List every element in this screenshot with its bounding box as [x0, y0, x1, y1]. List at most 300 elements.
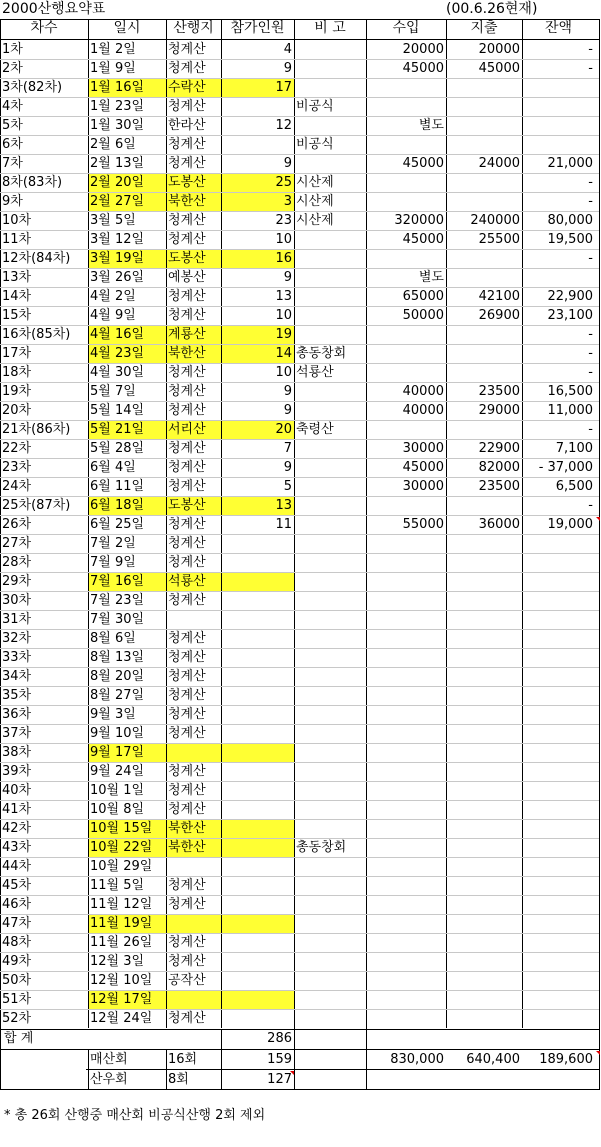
grid-hline-light — [0, 876, 599, 877]
grid-hline-light — [0, 382, 599, 383]
cell-date: 9월 3일 — [90, 707, 136, 722]
cell-place: 청계산 — [168, 688, 206, 703]
cell-place: 수락산 — [166, 78, 221, 97]
cell-income — [366, 534, 446, 553]
cell-place: 청계산 — [168, 156, 206, 171]
grid-hline-light — [0, 743, 599, 744]
cell-expense — [446, 325, 522, 344]
cell-no: 14차 — [2, 289, 32, 304]
table-row — [0, 838, 601, 857]
total-row — [0, 1029, 601, 1048]
cell-place: 청계산 — [168, 441, 206, 456]
summary-label: 산우회 — [90, 1072, 128, 1087]
summary-count: 159 — [267, 1052, 292, 1067]
cell-place — [166, 743, 221, 762]
cell-date: 2월 20일 — [88, 173, 166, 192]
cell-no: 36차 — [2, 707, 32, 722]
cell-place: 청계산 — [168, 137, 206, 152]
cell-balance: 23,100 — [547, 308, 593, 323]
cell-expense — [446, 876, 522, 895]
cell-note — [294, 268, 366, 287]
cell-income: 30000 — [402, 441, 444, 456]
table-row — [0, 515, 601, 534]
cell-note: 총동창회 — [296, 346, 347, 361]
cell-note: 비공식 — [296, 99, 334, 114]
summary-row — [0, 1050, 601, 1069]
cell-no: 11차 — [2, 232, 32, 247]
table-row — [0, 762, 601, 781]
grid-vline — [166, 1049, 167, 1090]
total-count: 286 — [267, 1031, 292, 1046]
cell-place: 청계산 — [168, 783, 206, 798]
cell-expense: 240000 — [470, 213, 520, 228]
cell-expense — [446, 610, 522, 629]
cell-income: 50000 — [402, 308, 444, 323]
cell-balance — [522, 667, 595, 686]
cell-count: 9 — [283, 270, 292, 285]
cell-no: 19차 — [2, 384, 32, 399]
cell-balance: 16,500 — [547, 384, 593, 399]
cell-note — [294, 306, 366, 325]
cell-balance — [522, 914, 595, 933]
cell-income — [366, 914, 446, 933]
cell-date: 6월 11일 — [90, 479, 145, 494]
column-header-no: 차수 — [30, 20, 58, 36]
cell-expense — [446, 990, 522, 1009]
cell-date: 6월 4일 — [90, 460, 136, 475]
cell-income — [366, 762, 446, 781]
cell-no: 24차 — [2, 479, 32, 494]
cell-date: 12월 17일 — [88, 990, 166, 1009]
cell-balance: 6,500 — [555, 479, 593, 494]
cell-place: 청계산 — [168, 650, 206, 665]
cell-count — [221, 553, 294, 572]
cell-count — [221, 895, 294, 914]
cell-income — [366, 971, 446, 990]
table-row — [0, 610, 601, 629]
table-row — [0, 458, 601, 477]
cell-date: 12월 3일 — [90, 954, 145, 969]
grid-hline-light — [0, 192, 599, 193]
cell-count: 16 — [221, 249, 294, 268]
grid-hline — [0, 19, 599, 20]
cell-count: 9 — [283, 61, 292, 76]
cell-note — [294, 629, 366, 648]
cell-note — [294, 382, 366, 401]
cell-place: 청계산 — [168, 403, 206, 418]
cell-count — [221, 629, 294, 648]
cell-expense — [446, 648, 522, 667]
grid-vline — [599, 19, 600, 1090]
cell-income — [366, 363, 446, 382]
cell-place: 북한산 — [166, 819, 221, 838]
cell-expense — [446, 781, 522, 800]
cell-date: 4월 30일 — [90, 365, 145, 380]
cell-place: 청계산 — [168, 99, 206, 114]
cell-no: 44차 — [2, 859, 32, 874]
cell-income: 320000 — [394, 213, 444, 228]
cell-place: 청계산 — [168, 631, 206, 646]
cell-place: 청계산 — [168, 365, 206, 380]
cell-expense: 42100 — [478, 289, 520, 304]
table-row — [0, 325, 601, 344]
cell-income — [366, 192, 446, 211]
cell-date: 7월 30일 — [90, 612, 145, 627]
cell-count — [221, 838, 294, 857]
cell-date: 10월 29일 — [90, 859, 153, 874]
cell-date: 8월 27일 — [90, 688, 145, 703]
cell-balance: - — [588, 251, 593, 266]
cell-balance — [522, 952, 595, 971]
cell-income — [366, 173, 446, 192]
grid-hline-light — [0, 306, 599, 307]
summary-count: 127 — [267, 1072, 292, 1087]
cell-income: 45000 — [402, 156, 444, 171]
cell-no: 49차 — [2, 954, 32, 969]
cell-income — [366, 496, 446, 515]
cell-expense — [446, 173, 522, 192]
column-header-expense: 지출 — [470, 20, 498, 36]
cell-place: 서리산 — [166, 420, 221, 439]
table-row — [0, 192, 601, 211]
table-row — [0, 344, 601, 363]
cell-note — [294, 515, 366, 534]
cell-no: 22차 — [2, 441, 32, 456]
cell-note — [294, 610, 366, 629]
cell-balance: 19,000 — [547, 517, 593, 532]
cell-count: 23 — [275, 213, 292, 228]
grid-hline-light — [0, 629, 599, 630]
cell-expense — [446, 952, 522, 971]
cell-place: 청계산 — [168, 42, 206, 57]
cell-date: 4월 16일 — [88, 325, 166, 344]
cell-income: 45000 — [402, 232, 444, 247]
cell-date: 9월 17일 — [88, 743, 166, 762]
cell-place: 청계산 — [168, 954, 206, 969]
cell-expense — [446, 268, 522, 287]
cell-count: 14 — [221, 344, 294, 363]
cell-balance: - 37,000 — [538, 460, 593, 475]
table-row — [0, 534, 601, 553]
cell-balance — [522, 97, 595, 116]
cell-date: 9월 10일 — [90, 726, 145, 741]
comment-marker-icon[interactable] — [290, 1071, 294, 1075]
cell-place: 청계산 — [168, 935, 206, 950]
cell-place: 청계산 — [168, 213, 206, 228]
cell-income — [366, 819, 446, 838]
cell-no: 10차 — [2, 213, 32, 228]
cell-expense — [446, 192, 522, 211]
cell-no: 45차 — [2, 878, 32, 893]
cell-date: 10월 22일 — [88, 838, 166, 857]
cell-note — [294, 572, 366, 591]
comment-marker-icon[interactable] — [596, 1051, 600, 1055]
cell-income — [366, 895, 446, 914]
cell-expense — [446, 895, 522, 914]
cell-date: 10월 15일 — [88, 819, 166, 838]
cell-date: 11월 19일 — [88, 914, 166, 933]
grid-hline-light — [0, 667, 599, 668]
cell-count: 10 — [275, 232, 292, 247]
cell-balance — [522, 78, 595, 97]
table-row — [0, 591, 601, 610]
cell-no: 41차 — [2, 802, 32, 817]
table-row — [0, 306, 601, 325]
table-row — [0, 667, 601, 686]
cell-expense: 29000 — [478, 403, 520, 418]
cell-place: 청계산 — [168, 384, 206, 399]
cell-expense — [446, 420, 522, 439]
table-row — [0, 439, 601, 458]
cell-date: 4월 23일 — [88, 344, 166, 363]
summary-balance: 189,600 — [539, 1052, 593, 1067]
cell-count — [221, 743, 294, 762]
cell-date: 8월 13일 — [90, 650, 145, 665]
cell-no: 35차 — [2, 688, 32, 703]
cell-date: 7월 9일 — [90, 555, 136, 570]
comment-marker-icon[interactable] — [596, 517, 600, 521]
cell-note — [294, 933, 366, 952]
cell-count — [221, 686, 294, 705]
cell-place: 청계산 — [168, 308, 206, 323]
cell-expense: 23500 — [478, 384, 520, 399]
cell-place: 청계산 — [168, 460, 206, 475]
cell-balance: - — [588, 346, 593, 361]
cell-expense — [446, 363, 522, 382]
cell-income — [366, 800, 446, 819]
cell-date: 4월 9일 — [90, 308, 136, 323]
cell-count — [221, 952, 294, 971]
cell-count — [221, 705, 294, 724]
grid-hline — [86, 1069, 599, 1070]
total-label: 합 계 — [4, 1031, 34, 1046]
cell-balance: - — [588, 194, 593, 209]
cell-balance — [522, 135, 595, 154]
cell-date: 1월 16일 — [88, 78, 166, 97]
grid-hline-light — [0, 553, 599, 554]
cell-count: 9 — [283, 156, 292, 171]
cell-no: 4차 — [2, 99, 23, 114]
cell-no: 12차(84차) — [2, 251, 71, 266]
table-row — [0, 819, 601, 838]
table-row — [0, 40, 601, 59]
table-row — [0, 629, 601, 648]
cell-note: 시산제 — [296, 213, 334, 228]
cell-balance — [522, 116, 595, 135]
cell-income — [366, 135, 446, 154]
cell-balance — [522, 724, 595, 743]
cell-note — [294, 591, 366, 610]
cell-expense — [446, 591, 522, 610]
cell-place: 청계산 — [168, 802, 206, 817]
footnote: * 총 26회 산행중 매산회 비공식산행 2회 제외 — [4, 1108, 266, 1123]
cell-place: 청계산 — [168, 593, 206, 608]
cell-income — [366, 572, 446, 591]
cell-balance — [522, 781, 595, 800]
cell-place — [166, 990, 221, 1009]
cell-balance — [522, 553, 595, 572]
cell-income — [366, 667, 446, 686]
summary-times: 8회 — [168, 1072, 189, 1087]
cell-no: 16차(85차) — [2, 327, 71, 342]
cell-balance — [522, 648, 595, 667]
cell-count: 12 — [275, 118, 292, 133]
cell-note — [294, 401, 366, 420]
table-row — [0, 401, 601, 420]
cell-date: 2월 6일 — [90, 137, 136, 152]
cell-expense — [446, 1009, 522, 1028]
cell-note — [294, 800, 366, 819]
table-row — [0, 914, 601, 933]
cell-income — [366, 990, 446, 1009]
column-header-count: 참가인원 — [230, 20, 285, 36]
grid-hline-light — [0, 648, 599, 649]
cell-balance: 7,100 — [555, 441, 593, 456]
table-row — [0, 648, 601, 667]
cell-count: 13 — [275, 289, 292, 304]
cell-balance — [522, 1009, 595, 1028]
cell-no: 40차 — [2, 783, 32, 798]
cell-date: 12월 10일 — [90, 973, 153, 988]
cell-income — [366, 629, 446, 648]
cell-date: 6월 18일 — [88, 496, 166, 515]
cell-expense — [446, 914, 522, 933]
cell-note — [294, 116, 366, 135]
cell-expense — [446, 933, 522, 952]
cell-date: 8월 20일 — [90, 669, 145, 684]
cell-expense — [446, 800, 522, 819]
cell-count: 9 — [283, 403, 292, 418]
table-row — [0, 116, 601, 135]
cell-no: 37차 — [2, 726, 32, 741]
cell-note — [294, 534, 366, 553]
table-row — [0, 724, 601, 743]
cell-expense: 23500 — [478, 479, 520, 494]
cell-date: 7월 16일 — [88, 572, 166, 591]
grid-hline-light — [0, 401, 599, 402]
cell-income — [366, 838, 446, 857]
cell-balance — [522, 990, 595, 1009]
cell-note — [294, 952, 366, 971]
cell-expense: 26900 — [478, 308, 520, 323]
cell-no: 5차 — [2, 118, 23, 133]
cell-date: 5월 7일 — [90, 384, 136, 399]
cell-balance — [522, 819, 595, 838]
grid-vline — [294, 19, 295, 1090]
cell-date: 6월 25일 — [90, 517, 145, 532]
table-row — [0, 705, 601, 724]
cell-balance: - — [588, 422, 593, 437]
grid-hline-light — [0, 59, 599, 60]
cell-income — [366, 591, 446, 610]
cell-no: 7차 — [2, 156, 23, 171]
table-row — [0, 268, 601, 287]
cell-date: 9월 24일 — [90, 764, 145, 779]
grid-hline-light — [0, 895, 599, 896]
cell-place: 예봉산 — [168, 270, 206, 285]
cell-note — [294, 876, 366, 895]
grid-hline-light — [0, 705, 599, 706]
cell-count — [221, 857, 294, 876]
cell-count — [221, 648, 294, 667]
cell-expense — [446, 857, 522, 876]
cell-place: 한라산 — [168, 118, 206, 133]
table-row — [0, 173, 601, 192]
cell-no: 28차 — [2, 555, 32, 570]
cell-balance: - — [588, 42, 593, 57]
cell-balance: - — [588, 365, 593, 380]
cell-balance — [522, 762, 595, 781]
table-row — [0, 686, 601, 705]
cell-note — [294, 249, 366, 268]
grid-hline-light — [0, 515, 599, 516]
cell-note — [294, 40, 366, 59]
cell-no: 20차 — [2, 403, 32, 418]
cell-income: 30000 — [402, 479, 444, 494]
grid-hline-light — [0, 800, 599, 801]
cell-expense: 25500 — [478, 232, 520, 247]
grid-hline-light — [0, 933, 599, 934]
cell-no: 2차 — [2, 61, 23, 76]
table-row — [0, 363, 601, 382]
cell-place: 청계산 — [168, 61, 206, 76]
cell-place: 청계산 — [168, 479, 206, 494]
cell-note: 석룡산 — [296, 365, 334, 380]
cell-no: 32차 — [2, 631, 32, 646]
cell-count: 7 — [283, 441, 292, 456]
cell-income — [366, 933, 446, 952]
cell-note — [294, 686, 366, 705]
cell-place — [166, 914, 221, 933]
cell-note — [294, 553, 366, 572]
cell-no: 34차 — [2, 669, 32, 684]
cell-note — [294, 743, 366, 762]
cell-balance: 22,900 — [547, 289, 593, 304]
cell-income: 20000 — [402, 42, 444, 57]
cell-note — [294, 1009, 366, 1028]
cell-expense: 36000 — [478, 517, 520, 532]
grid-hline-light — [0, 230, 599, 231]
cell-count: 20 — [221, 420, 294, 439]
cell-expense: 82000 — [478, 460, 520, 475]
cell-expense — [446, 743, 522, 762]
grid-hline-light — [0, 857, 599, 858]
grid-hline-light — [0, 78, 599, 79]
table-row — [0, 743, 601, 762]
cell-income: 40000 — [402, 384, 444, 399]
cell-note — [294, 971, 366, 990]
table-row — [0, 135, 601, 154]
cell-count — [221, 610, 294, 629]
cell-expense — [446, 97, 522, 116]
table-row — [0, 572, 601, 591]
grid-hline-light — [0, 914, 599, 915]
cell-count: 11 — [275, 517, 292, 532]
column-header-date: 일시 — [113, 20, 141, 36]
cell-place — [166, 610, 221, 629]
cell-balance — [522, 572, 595, 591]
cell-no: 3차(82차) — [2, 80, 63, 95]
cell-count: 25 — [221, 173, 294, 192]
cell-expense — [446, 135, 522, 154]
summary-times: 16회 — [168, 1052, 198, 1067]
cell-place: 청계산 — [168, 555, 206, 570]
cell-no: 51차 — [2, 992, 32, 1007]
cell-place: 청계산 — [168, 707, 206, 722]
table-row — [0, 800, 601, 819]
cell-balance — [522, 876, 595, 895]
table-row — [0, 420, 601, 439]
